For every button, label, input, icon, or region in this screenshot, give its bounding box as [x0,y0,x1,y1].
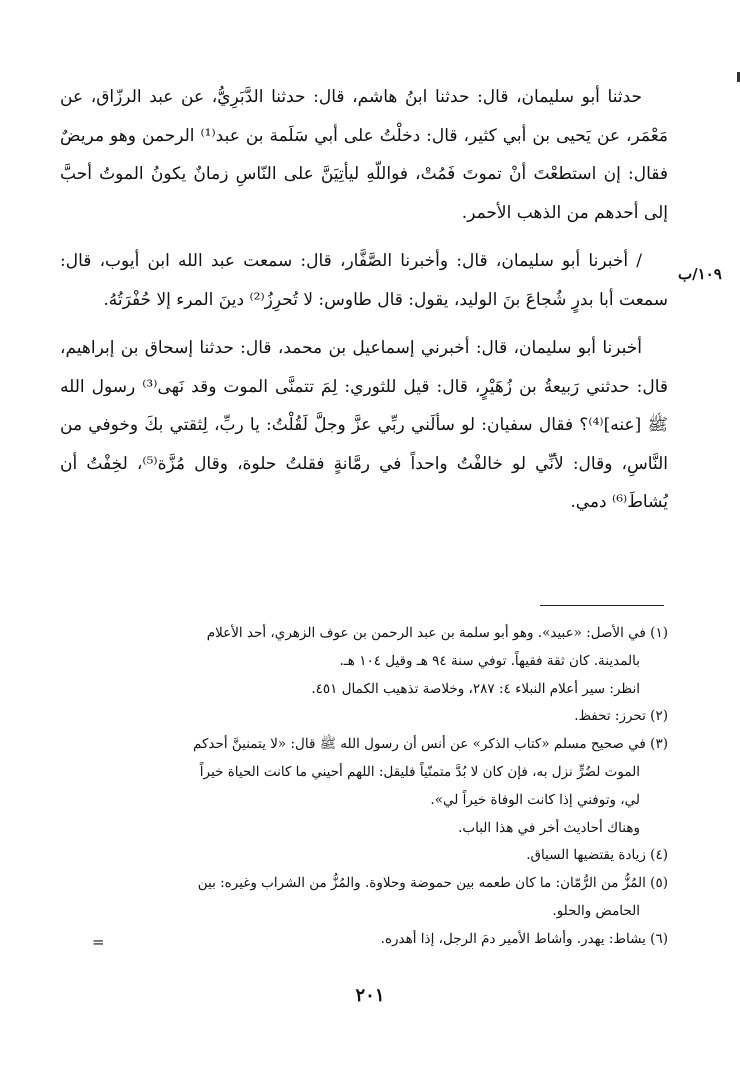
paragraph-1: حدثنا أبو سليمان، قال: حدثنا ابنُ هاشم، قال: حدثنا الدَّبَرِيُّ، عن عبد الرزّاق، عن مَعْمَر، عن يَحيى بن أبي كثير، قال: دخلْتُ على أبي سَلَمة بن عبد⁽¹⁾ الرحمن وهو مريضٌ فقال: إن استطعْتَ أنْ تموتَ فَمُتْ، فواللّهِ ليأتِيَنَّ على النّاسِ زمانٌ يكونُ الموتُ أحبَّ إلى أحدهم من الذهب الأحمر. [60,87,668,223]
footnote-5-line-1: (٥) المُزُّ من الرُّمّان: ما كان طعمه بين حموضة وحلاوة. والمُزُّ من الشراب وغيره: بين [197,875,668,892]
footnote-separator [540,605,664,606]
paragraph-2: / أخبرنا أبو سليمان، قال: وأخبرنا الصَّفَّار، قال: سمعت عبد الله ابن أيوب، قال: سمعت أبا بدرٍ شُجاعَ بنَ الوليد، يقول: قال طاوس: لا تُحرِزُ⁽²⁾ دينَ المرء إلا حُفْرَتُهُ. [60,251,668,310]
footnote-1-line-3: انظر: سير أعلام النبلاء ٤: ٢٨٧، وخلاصة تذهيب الكمال ٤٥١. [311,680,640,697]
footnote-5-line-2: الحامض والحلو. [552,902,640,919]
footnotes [88,620,668,954]
footnote-1-line-2: بالمدينة. كان ثقة فقيهاً. توفي سنة ٩٤ هـ وقيل ١٠٤ هـ. [339,652,640,669]
paragraph-3: أخبرنا أبو سليمان، قال: أخبرني إسماعيل بن محمد، قال: حدثنا إسحاق بن إبراهيم، قال: حدثني رَبيعةُ بن زُهَيْرٍ، قال: قيل للثوري: لِمَ تتمنَّى الموت وقد نَهى⁽³⁾ رسول الله ﷺ [عنه]⁽⁴⁾؟ فقال سفيان: لو سألَني ربِّي عزَّ وجلَّ لَقُلْتُ: يا ربِّ، لِثقتي بكَ وخوفي من النَّاسِ، وقال: لأنِّي لو خالفْتُ واحداً في رمَّانةٍ فقلتُ حلوة، وقال مُزَّة⁽⁵⁾، لخِفْتُ أن يُشاطَ⁽⁶⁾ دمي. [60,338,669,512]
continuation-mark: = [92,933,105,951]
footnote-3-line-4: وهناك أحاديث أخر في هذا الباب. [458,819,640,836]
footnote-3-line-3: لي، وتوفني إذا كانت الوفاة خيراً لي». [430,791,640,808]
page-number: ٢٠١ [355,985,385,1006]
footnote-3-line-2: الموت لضُرٍّ نزل به، فإن كان لا بُدَّ متمنّياً فليقل: اللهم أحيني ما كانت الحياة خيراً [199,763,640,780]
footnote-4: (٤) زيادة يقتضيها السياق. [526,847,668,864]
footnote-2: (٢) تحرز: تحفظ. [574,708,668,725]
margin-folio-note: ١٠٩/ب [678,265,722,283]
footnote-3-line-1: (٣) في صحيح مسلم «كتاب الذكر» عن أنس أن رسول الله ﷺ قال: «لا يتمنينَّ أحدكم [193,736,668,753]
footnote-1-line-1: (١) في الأصل: «عبيد». وهو أبو سلمة بن عبد الرحمن بن عوف الزهري، أحد الأعلام [206,625,668,641]
footnote-6: (٦) يشاط: يهدر. وأشاط الأمير دمَ الرجل، إذا أهدره. [380,930,668,947]
main-text [60,78,668,532]
